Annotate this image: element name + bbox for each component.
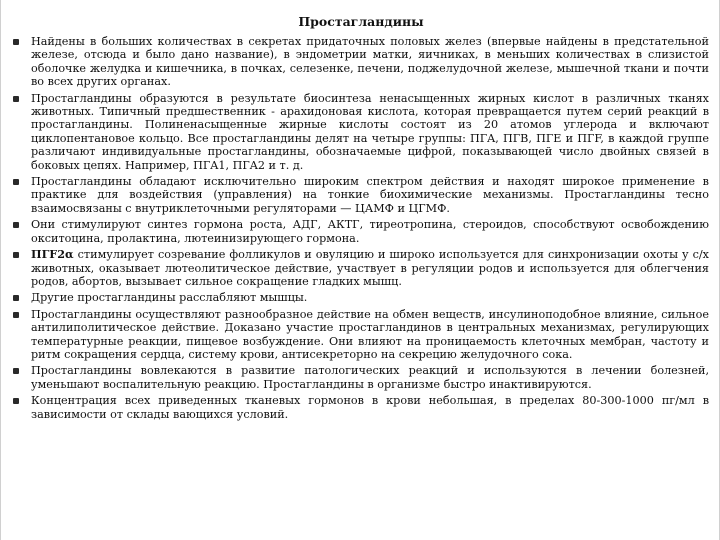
bullet-text: Простагландины осуществляют разнообразное действие на обмен веществ, инсулиноподобное влияние, сильное антилиполитическое действие. Доказано участие простагландинов в центральных механизмах, регулирующих температурные реакции, пищевое возбуждение. Они влияют на проницаемость клеточных мембран, частоту и ритм сокращения сердца, систему крови, антисекреторно на секрецию желудочного сока. <box>31 307 709 361</box>
list-item <box>11 248 709 288</box>
bullet-text: Концентрация всех приведенных тканевых гормонов в крови небольшая, в пределах 80-300-1000 пг/мл в зависимости от склады вающихся условий. <box>31 394 709 421</box>
bullet-icon <box>13 398 19 404</box>
bullet-text: Они стимулируют синтез гормона роста, АДГ, АКТГ, тиреотропина, стероидов, способствуют освобождению окситоцина, пролактина, лютеинизирующего гормона. <box>31 218 709 245</box>
bullet-text: Простагландины вовлекаются в развитие патологических реакций и используются в лечении болезней, уменьшают воспалительную реакцию. Простагландины в организме быстро инактивируются. <box>31 364 709 391</box>
list-item <box>11 364 709 391</box>
list-item <box>11 218 709 245</box>
bullet-list <box>11 35 709 424</box>
bullet-icon <box>13 368 19 374</box>
bullet-text: Простагландины обладают исключительно широким спектром действия и находят широкое применение в практике для воздействия (управления) на тонкие биохимические механизмы. Простагландины тесно взаимосвязаны с внутриклеточными регуляторами — ЦАМФ и ЦГМФ. <box>31 175 709 215</box>
bullet-icon <box>13 222 19 228</box>
page-title: Простагландины <box>298 14 424 29</box>
list-item <box>11 394 709 421</box>
bullet-icon <box>13 96 19 102</box>
list-item <box>11 175 709 215</box>
bullet-icon <box>13 39 19 45</box>
bullet-text: Найдены в больших количествах в секретах придаточных половых желез (впервые найдены в предстательной железе, отсюда и было дано название), в эндометрии матки, яичниках, в меньших количествах в слизистой оболочке желудка и кишечника, в почках, селезенке, печени, поджелудочной железе, мышечной ткани и почти во всех других органах. <box>31 35 709 89</box>
bullet-icon <box>13 312 19 318</box>
list-item <box>11 291 709 304</box>
bullet-text: стимулирует созревание фолликулов и овуляцию и широко используется для синхронизации охоты у с/х животных, оказывает лютеолитическое действие, участвует в регуляции родов и используется для облегчения родов, абортов, вызывает сильное сокращение гладких мышц. <box>31 248 709 288</box>
list-item <box>11 92 709 172</box>
list-item <box>11 308 709 362</box>
bullet-text: Простагландины образуются в результате биосинтеза ненасыщенных жирных кислот в различных тканях животных. Типичный предшественник - арахидоновая кислота, которая превращается путем серий реакций в простагландины. Полиненасыщенные жирные кислоты состоят из 20 атомов углерода и включают циклопентановое кольцо. Все простагландины делят на четыре группы: ПГA, ПГB, ПГE и ПГF, в каждой группе различают индивидуальные простагландины, обозначаемые цифрой, показывающей число двойных связей в боковых цепях. Например, ПГA1, ПГA2 и т. д. <box>31 91 709 172</box>
bullet-text: Другие простагландины расслабляют мышцы. <box>31 291 308 305</box>
bullet-icon <box>13 252 19 258</box>
list-item <box>11 35 709 89</box>
bullet-icon <box>13 295 19 301</box>
bullet-icon <box>13 179 19 185</box>
bullet-lead: ПГF2α <box>31 247 74 262</box>
